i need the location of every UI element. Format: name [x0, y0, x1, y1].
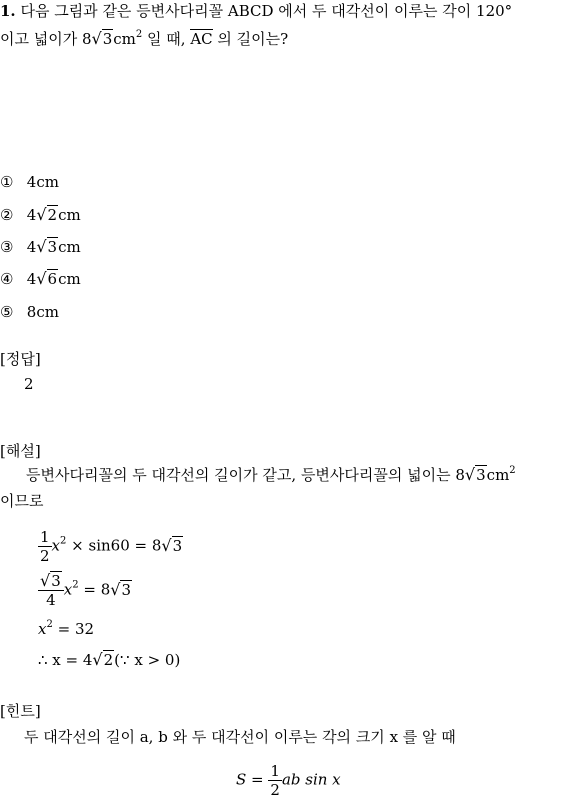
fraction-denominator: 4: [46, 591, 56, 609]
choice-value: 4: [26, 173, 37, 191]
choice-unit: cm: [36, 173, 59, 191]
problem-text-question: 의 길이는?: [212, 30, 289, 48]
choice-number: ④: [0, 270, 14, 288]
answer-value: 2: [24, 375, 34, 393]
sqrt-radicand: 3: [102, 30, 113, 48]
fraction-denominator: 2: [40, 547, 50, 565]
explanation-line-1: [26, 464, 516, 485]
sqrt-radicand: 2: [103, 651, 114, 669]
choice-5[interactable]: [0, 303, 59, 321]
equation-condition: (∵ x > 0): [114, 651, 181, 669]
exponent: 2: [60, 535, 67, 547]
equation-2: [38, 572, 132, 609]
sqrt-radicand: 2: [47, 206, 58, 224]
choice-unit: cm: [36, 303, 59, 321]
problem-number: 1.: [0, 2, 16, 20]
sqrt-symbol: √3: [40, 571, 61, 590]
choice-number: ②: [0, 206, 14, 224]
sqrt-symbol: √2: [92, 650, 114, 669]
choice-1[interactable]: [0, 173, 59, 191]
explanation-text: 등변사다리꼴의 두 대각선의 길이가 같고, 등변사다리꼴의 넓이는 8: [26, 466, 465, 484]
equation-4: [38, 650, 180, 669]
choice-value: 4: [26, 238, 37, 256]
choice-2[interactable]: [0, 205, 81, 224]
equation-1: [38, 528, 183, 565]
choice-value: 4: [26, 270, 37, 288]
choice-number: ⑤: [0, 303, 14, 321]
variable-x: x: [63, 580, 73, 599]
problem-line-1: [0, 0, 512, 22]
sqrt-symbol: √2: [36, 205, 58, 224]
fraction-denominator: 2: [270, 781, 280, 799]
formula-lhs: S =: [236, 770, 269, 789]
choice-value: 8: [26, 303, 37, 321]
choice-unit: cm: [58, 206, 81, 224]
choice-number: ③: [0, 238, 14, 256]
unit-cm: cm: [486, 466, 510, 484]
equation-3: [38, 619, 94, 638]
unit-cm: cm: [113, 30, 136, 48]
sqrt-radicand: 6: [47, 270, 58, 288]
sqrt-symbol: √6: [36, 269, 58, 288]
choice-3[interactable]: [0, 237, 81, 256]
choice-unit: cm: [58, 270, 81, 288]
sqrt-radicand: 3: [121, 580, 131, 599]
exponent: 2: [72, 579, 79, 591]
problem-line-2: [0, 24, 288, 50]
fraction-numerator: 1: [40, 528, 50, 546]
fraction: [38, 572, 64, 609]
equation-text: ∴ x = 4: [38, 651, 93, 669]
fraction: [268, 762, 282, 799]
sqrt-radicand: 3: [47, 238, 58, 256]
choice-number: ①: [0, 173, 14, 191]
equation-text: × sin60 = 8: [66, 536, 162, 555]
formula-rhs: ab sin x: [281, 770, 341, 789]
sqrt-radicand: 3: [172, 536, 183, 555]
segment-ac: AC: [190, 30, 213, 48]
sqrt-radicand: 3: [51, 572, 61, 590]
choice-4[interactable]: [0, 269, 81, 288]
problem-text-area-prefix: 이고 넓이가 8: [0, 30, 92, 48]
choice-unit: cm: [58, 238, 81, 256]
problem-text-when: 일 때,: [142, 30, 191, 48]
exponent: 2: [509, 465, 516, 476]
explanation-line-2: 이므로: [0, 492, 44, 510]
sqrt-symbol: √3: [110, 579, 131, 599]
sqrt-symbol: √3: [91, 29, 113, 48]
equation-text: = 32: [52, 620, 95, 638]
hint-formula: [236, 762, 341, 799]
fraction-numerator: 1: [270, 762, 280, 780]
answer-label: [정답]: [0, 350, 41, 368]
hint-label: [힌트]: [0, 702, 41, 720]
exponent: 2: [135, 29, 143, 40]
sqrt-symbol: √3: [464, 465, 486, 484]
sqrt-radicand: 3: [476, 466, 486, 484]
choice-value: 4: [26, 206, 37, 224]
variable-x: x: [51, 536, 61, 555]
hint-line-1: 두 대각선의 길이 a, b 와 두 대각선이 이루는 각의 크기 x 를 알 때: [24, 728, 456, 746]
problem-text-line-1: 다음 그림과 같은 등변사다리꼴 ABCD 에서 두 대각선이 이루는 각이 120°: [20, 2, 513, 20]
equation-text: = 8: [78, 580, 111, 599]
sqrt-symbol: √3: [36, 237, 58, 256]
fraction: [38, 528, 52, 565]
fraction-numerator: [38, 572, 64, 591]
exponent: 2: [46, 619, 53, 630]
sqrt-symbol: √3: [161, 535, 183, 555]
variable-x: x: [38, 620, 47, 638]
explanation-label: [해설]: [0, 442, 41, 460]
